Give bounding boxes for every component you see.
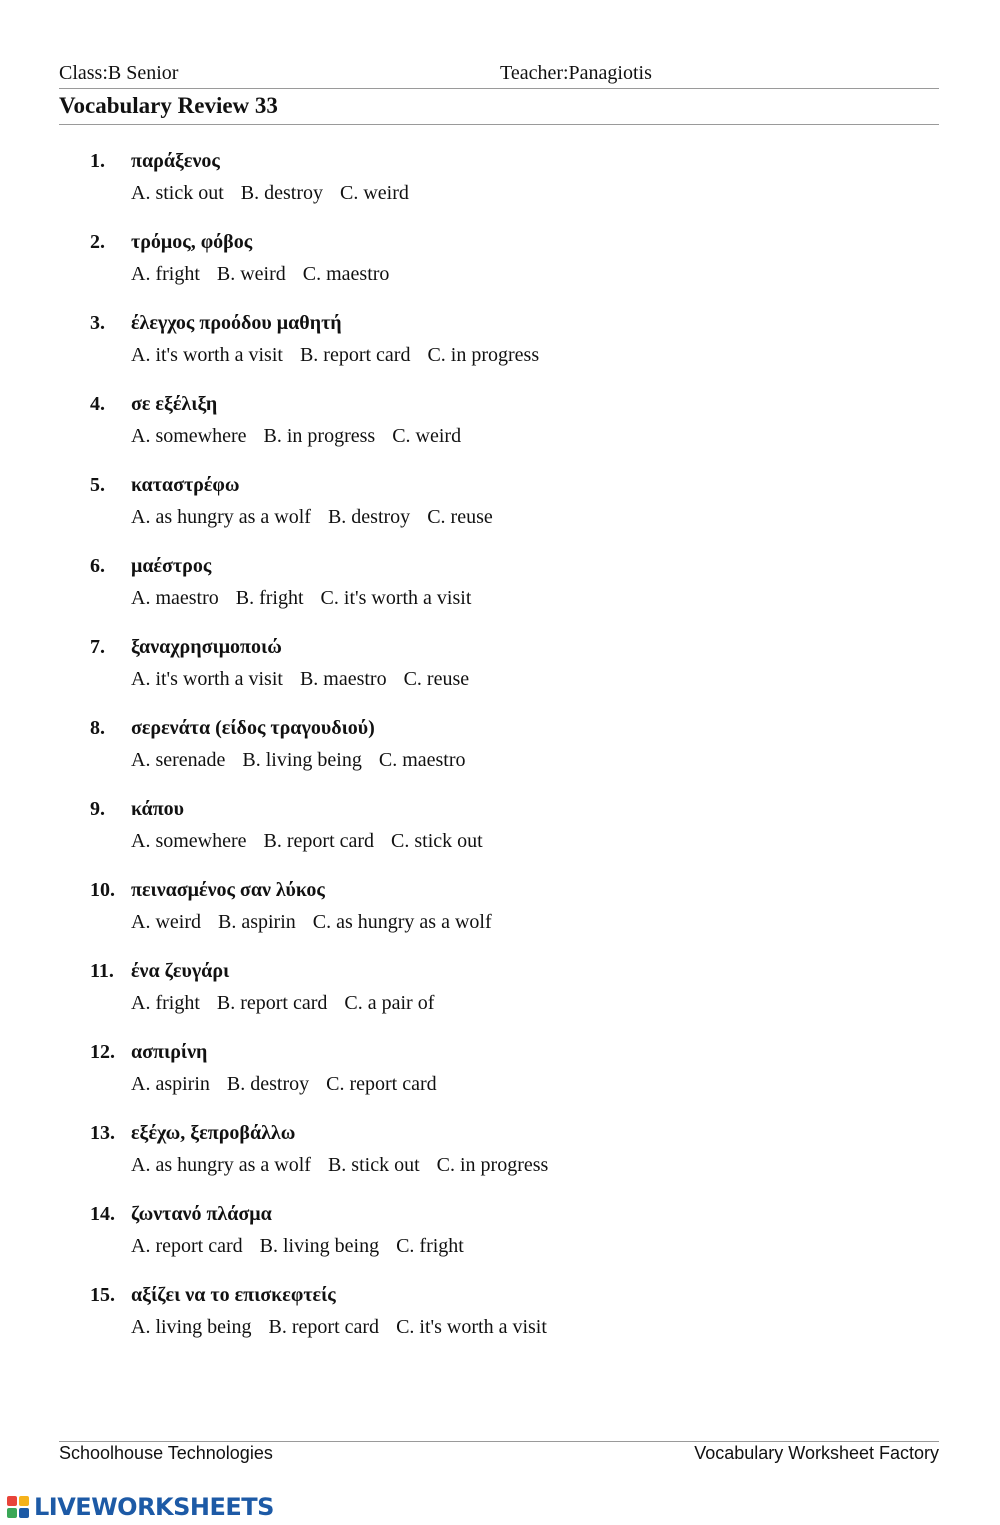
question-number: 6. (90, 555, 105, 577)
question-number: 8. (90, 717, 105, 739)
question-item (0, 798, 1000, 868)
answer-option[interactable]: A. stick out (131, 182, 224, 204)
question-term: ζωντανό πλάσμα (131, 1203, 272, 1225)
header-divider (59, 88, 939, 89)
answer-option[interactable]: A. it's worth a visit (131, 668, 283, 690)
question-number: 1. (90, 150, 105, 172)
answer-options (131, 830, 500, 853)
title-divider (59, 124, 939, 125)
answer-option[interactable]: C. reuse (427, 506, 493, 528)
answer-option[interactable]: A. somewhere (131, 425, 247, 447)
question-item (0, 555, 1000, 625)
answer-option[interactable]: B. destroy (226, 1073, 310, 1095)
footer-left: Schoolhouse Technologies (59, 1443, 273, 1463)
answer-option[interactable]: B. maestro (299, 668, 387, 690)
answer-option[interactable]: A. as hungry as a wolf (131, 1154, 311, 1176)
question-term: κάπου (131, 798, 185, 820)
answer-option[interactable]: B. destroy (327, 506, 411, 528)
answer-option[interactable]: C. it's worth a visit (320, 587, 472, 609)
answer-option[interactable]: B. aspirin (217, 911, 296, 933)
answer-option[interactable]: A. aspirin (131, 1073, 210, 1095)
question-item (0, 150, 1000, 220)
question-term: τρόμος, φόβος (131, 231, 253, 253)
footer-divider (59, 1441, 939, 1442)
answer-option[interactable]: B. report card (268, 1316, 380, 1338)
answer-options (131, 911, 509, 934)
answer-option[interactable]: C. in progress (436, 1154, 549, 1176)
question-item (0, 474, 1000, 544)
question-term: ένα ζευγάρι (131, 960, 230, 982)
answer-option[interactable]: A. report card (131, 1235, 243, 1257)
question-term: ασπιρίνη (131, 1041, 208, 1063)
answer-option[interactable]: B. living being (259, 1235, 380, 1257)
question-number: 12. (90, 1041, 115, 1063)
answer-option[interactable]: A. it's worth a visit (131, 344, 283, 366)
question-number: 14. (90, 1203, 115, 1225)
question-number: 15. (90, 1284, 115, 1306)
question-term: παράξενος (131, 150, 220, 172)
answer-options (131, 1235, 481, 1258)
question-number: 7. (90, 636, 105, 658)
answer-option[interactable]: B. fright (235, 587, 304, 609)
answer-option[interactable]: C. report card (326, 1073, 437, 1095)
question-term: σερενάτα (είδος τραγουδιού) (131, 717, 375, 739)
question-number: 13. (90, 1122, 115, 1144)
question-item (0, 717, 1000, 787)
question-number: 9. (90, 798, 105, 820)
answer-options (131, 668, 486, 691)
answer-option[interactable]: C. a pair of (344, 992, 435, 1014)
question-term: έλεγχος προόδου μαθητή (131, 312, 342, 334)
answer-option[interactable]: B. report card (263, 830, 375, 852)
answer-option[interactable]: A. serenade (131, 749, 226, 771)
answer-option[interactable]: B. stick out (327, 1154, 420, 1176)
answer-options (131, 182, 426, 205)
answer-options (131, 1073, 454, 1096)
answer-options (131, 425, 478, 448)
answer-option[interactable]: A. living being (131, 1316, 252, 1338)
question-term: αξίζει να το επισκεφτείς (131, 1284, 336, 1306)
question-number: 3. (90, 312, 105, 334)
footer-right: Vocabulary Worksheet Factory (694, 1443, 939, 1463)
answer-option[interactable]: C. as hungry as a wolf (312, 911, 492, 933)
answer-option[interactable]: A. as hungry as a wolf (131, 506, 311, 528)
question-item (0, 312, 1000, 382)
question-number: 5. (90, 474, 105, 496)
answer-option[interactable]: B. report card (299, 344, 411, 366)
question-item (0, 636, 1000, 706)
question-number: 11. (90, 960, 114, 982)
answer-option[interactable]: C. maestro (302, 263, 390, 285)
brand[interactable] (7, 1492, 274, 1522)
answer-option[interactable]: B. living being (242, 749, 362, 771)
answer-options (131, 344, 556, 367)
question-item (0, 1041, 1000, 1111)
answer-option[interactable]: B. destroy (240, 182, 323, 204)
answer-option[interactable]: A. maestro (131, 587, 219, 609)
question-term: καταστρέφω (131, 474, 240, 496)
question-term: σε εξέλιξη (131, 393, 218, 415)
answer-option[interactable]: C. weird (340, 182, 409, 204)
question-number: 2. (90, 231, 105, 253)
answer-option[interactable]: C. in progress (427, 344, 540, 366)
answer-option[interactable]: A. somewhere (131, 830, 247, 852)
question-term: πεινασμένος σαν λύκος (131, 879, 325, 901)
answer-options (131, 1154, 565, 1177)
answer-option[interactable]: B. weird (216, 263, 286, 285)
answer-option[interactable]: A. fright (131, 992, 200, 1014)
answer-option[interactable]: C. reuse (403, 668, 470, 690)
class-label: Class:B Senior (59, 62, 179, 84)
teacher-label: Teacher:Panagiotis (500, 62, 652, 84)
question-item (0, 1284, 1000, 1354)
question-term: εξέχω, ξεπροβάλλω (131, 1122, 296, 1144)
question-number: 4. (90, 393, 105, 415)
answer-options (131, 506, 510, 529)
question-item (0, 393, 1000, 463)
answer-option[interactable]: B. report card (216, 992, 328, 1014)
page-title: Vocabulary Review 33 (59, 93, 278, 118)
answer-options (131, 992, 451, 1015)
question-number: 10. (90, 879, 115, 901)
answer-option[interactable]: C. weird (392, 425, 462, 447)
question-item (0, 1122, 1000, 1192)
answer-options (131, 587, 488, 610)
question-item (0, 1203, 1000, 1273)
answer-option[interactable]: A. fright (131, 263, 200, 285)
header-row (59, 62, 939, 88)
question-item (0, 231, 1000, 301)
question-item (0, 960, 1000, 1030)
answer-option[interactable]: C. maestro (378, 749, 466, 771)
question-item (0, 879, 1000, 949)
answer-option[interactable]: A. weird (131, 911, 201, 933)
answer-option[interactable]: C. it's worth a visit (396, 1316, 547, 1338)
answer-option[interactable]: C. stick out (391, 830, 483, 852)
brand-text: LIVEWORKSHEETS (34, 1493, 274, 1521)
answer-option[interactable]: B. in progress (263, 425, 376, 447)
liveworksheets-logo-icon (7, 1496, 29, 1518)
answer-options (131, 263, 406, 286)
question-term: μαέστρος (131, 555, 212, 577)
question-term: ξαναχρησιμοποιώ (131, 636, 282, 658)
answer-options (131, 1316, 564, 1339)
answer-option[interactable]: C. fright (396, 1235, 464, 1257)
answer-options (131, 749, 483, 772)
